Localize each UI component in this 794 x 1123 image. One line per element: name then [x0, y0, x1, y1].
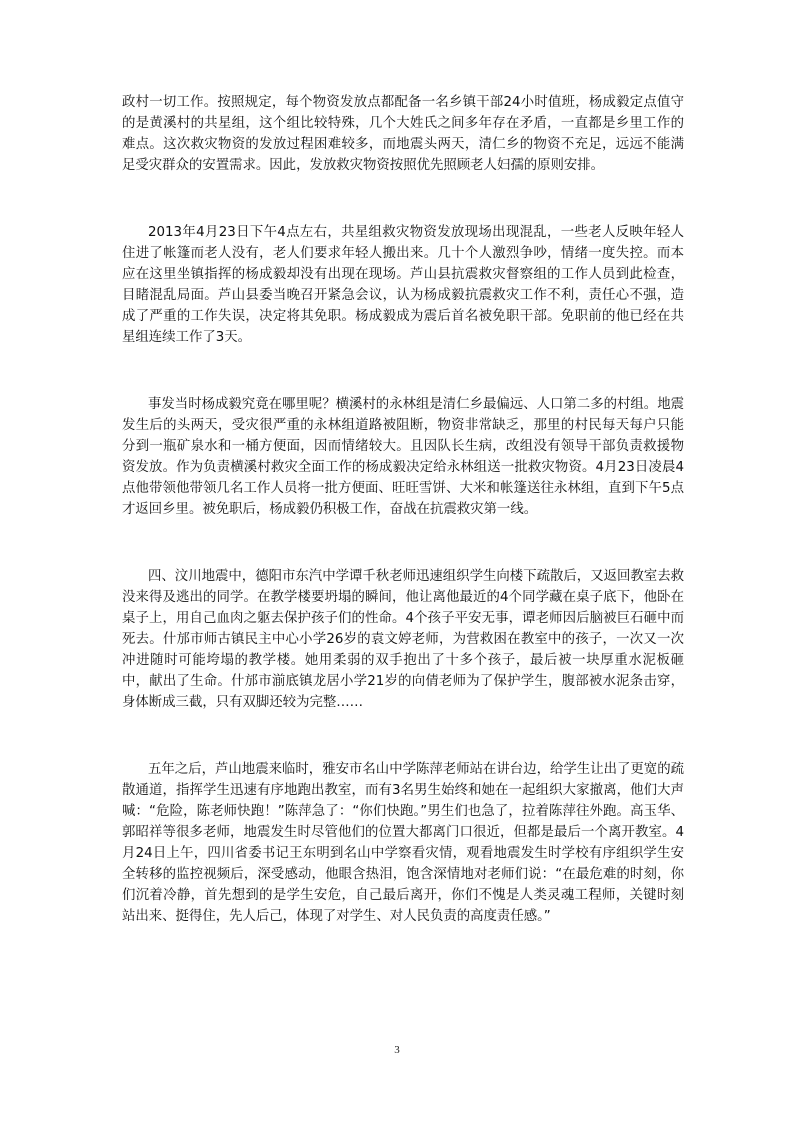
- paragraph-3: 事发当时杨成毅究竟在哪里呢？横溪村的永林组是清仁乡最偏远、人口第二多的村组。地震发生后的头两天，受灾很严重的永林组道路被阻断，物资非常缺乏，那里的村民每天每户只能分到一瓶矿泉水和一桶方便面，因而情绪较大。且因队长生病，改组没有领导干部负责救援物资发放。作为负责横溪村救灾全面工作的杨成毅决定给永林组送一批救灾物资。4月23日凌晨4点他带领他带领几名工作人员将一批方便面、旺旺雪饼、大米和帐篷送往永林组，直到下午5点才返回乡里。被免职后，杨成毅仍积极工作，奋战在抗震救灾第一线。: [122, 397, 684, 517]
- paragraph-1: 政村一切工作。按照规定，每个物资发放点都配备一名乡镇干部24小时值班，杨成毅定点值守的是黄溪村的共星组，这个组比较特殊，几个大姓氏之间多年存在矛盾，一直都是乡里工作的难点。这次救灾物资的发放过程困难较多，而地震头两天，清仁乡的物资不充足，远远不能满足受灾群众的安置需求。因此，发放救灾物资按照优先照顾老人妇孺的原则安排。: [122, 95, 684, 173]
- paragraph-gap: [122, 348, 684, 394]
- paragraph-gap: [122, 520, 684, 566]
- paragraph-4: 四、汶川地震中，德阳市东汽中学谭千秋老师迅速组织学生向楼下疏散后，又返回教室去救没来得及逃出的同学。在教学楼要坍塌的瞬间，他让离他最近的4个同学藏在桌子底下，他卧在桌子上，用自己血肉之躯去保护孩子们的性命。4个孩子平安无事，谭老师因后脑被巨石砸中而死去。什邡市师古镇民主中心小学26岁的袁文婷老师，为营救困在教室中的孩子，一次又一次冲进随时可能垮塌的教学楼。她用柔弱的双手抱出了十多个孩子，最后被一块厚重水泥板砸中，献出了生命。什邡市湔底镇龙居小学21岁的向倩老师为了保护学生，腹部被水泥条击穿，身体断成三截，只有双脚还较为完整……: [122, 569, 684, 710]
- page-body: [122, 92, 684, 927]
- paragraph-2: 2013年4月23日下午4点左右，共星组救灾物资发放现场出现混乱，一些老人反映年轻人住进了帐篷而老人没有，老人们要求年轻人搬出来。几十个人激烈争吵，情绪一度失控。而本应在这里坐镇指挥的杨成毅却没有出现在现场。芦山县抗震救灾督察组的工作人员到此检查，目睹混乱局面。芦山县委当晚召开紧急会议，认为杨成毅抗震救灾工作不利，责任心不强，造成了严重的工作失误，决定将其免职。杨成毅成为震后首名被免职干部。免职前的他已经在共星组连续工作了3天。: [122, 225, 684, 345]
- paragraph-5: 五年之后，芦山地震来临时，雅安市名山中学陈萍老师站在讲台边，给学生让出了更宽的疏散通道，指挥学生迅速有序地跑出教室，而有3名男生始终和她在一起组织大家撤离，他们大声喊：“危险，陈老师快跑！”陈萍急了：“你们快跑。”男生们也急了，拉着陈萍往外跑。高玉华、郭昭祥等很多老师，地震发生时尽管他们的位置大都离门口很近，但都是最后一个离开教室。4月24日上午，四川省委书记王东明到名山中学察看灾情，观看地震发生时学校有序组织学生安全转移的监控视频后，深受感动，他眼含热泪，饱含深情地对老师们说：“在最危难的时刻，你们沉着冷静，首先想到的是学生安危，自己最后离开，你们不愧是人类灵魂工程师，关键时刻站出来、挺得住，先人后己，体现了对学生、对人民负责的高度责任感。”: [122, 762, 684, 924]
- paragraph-gap: [122, 713, 684, 759]
- page-number: 3: [394, 1044, 400, 1056]
- paragraph-gap: [122, 176, 684, 222]
